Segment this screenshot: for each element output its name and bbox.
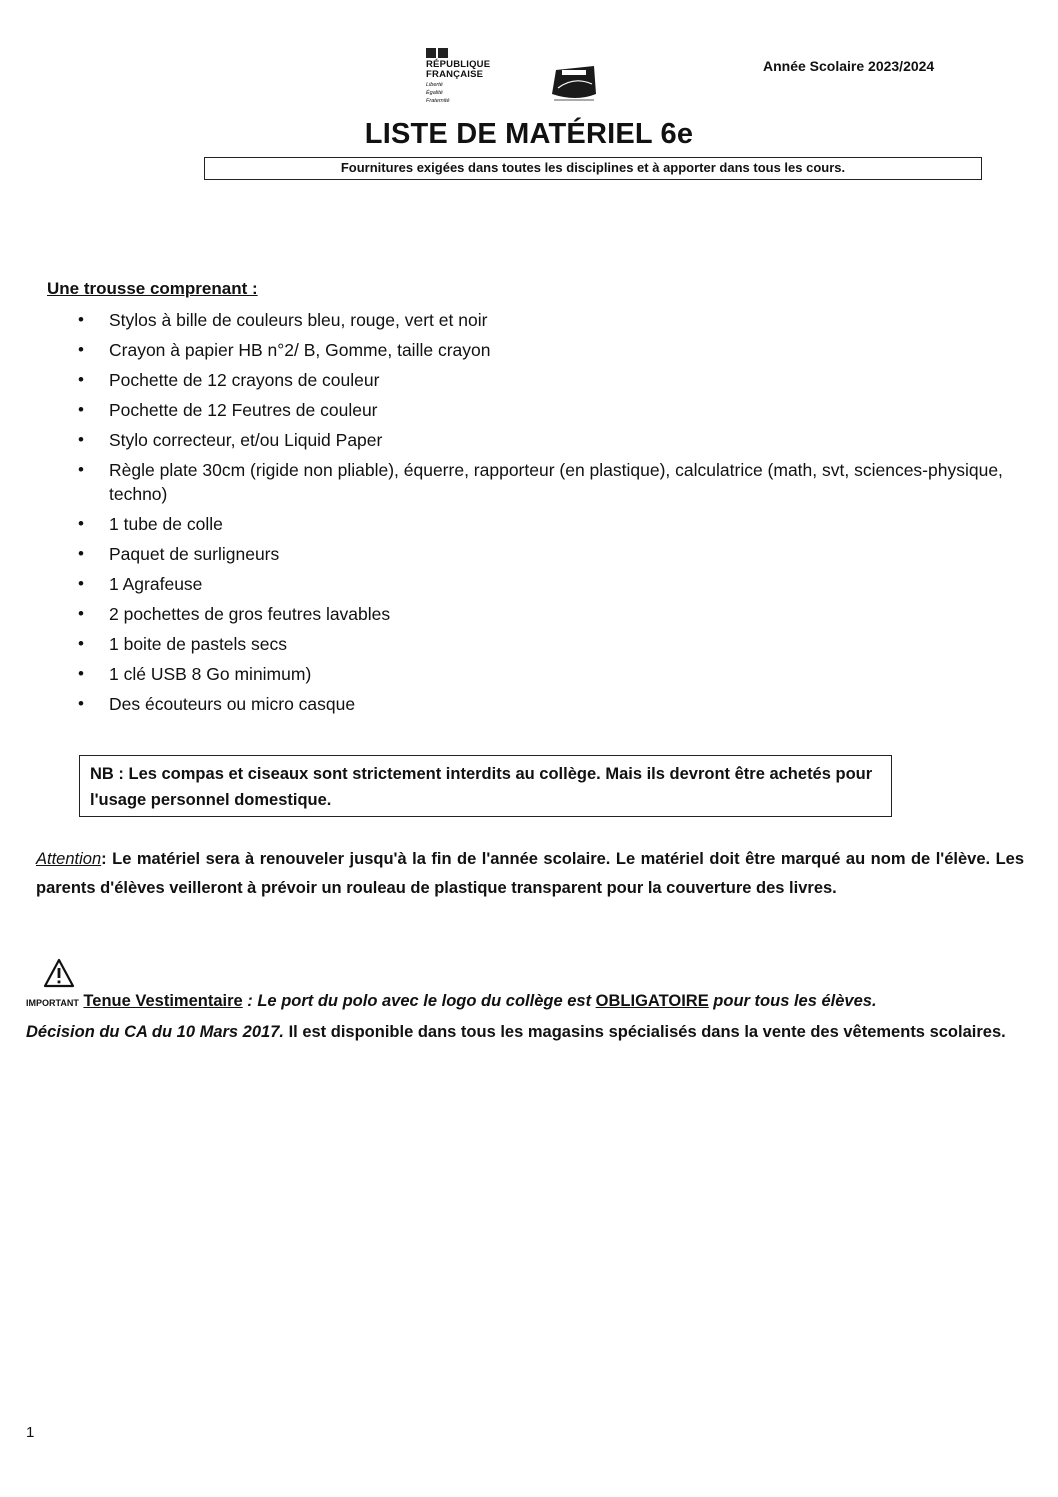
list-item	[78, 662, 1053, 686]
availability-text: Il est disponible dans tous les magasins spécialisés dans la vente des vêtements scolaires.	[283, 1023, 1006, 1041]
bullet-icon: •	[78, 460, 84, 479]
list-item-text: 1 clé USB 8 Go minimum)	[109, 664, 312, 684]
list-item	[78, 368, 1053, 392]
list-item-text: Règle plate 30cm (rigide non pliable), équerre, rapporteur (en plastique), calculatrice (math, svt, sciences-physique, techno)	[109, 460, 1003, 504]
school-year: Année Scolaire 2023/2024	[763, 58, 935, 74]
list-item-text: Des écouteurs ou micro casque	[109, 694, 356, 714]
bullet-icon: •	[78, 370, 84, 389]
attention-label: Attention	[36, 850, 102, 868]
motto-fraternite: Fraternité	[426, 98, 450, 104]
marianne-icon	[426, 48, 506, 58]
kit-heading: Une trousse comprenant :	[47, 279, 258, 298]
bullet-icon: •	[78, 574, 84, 593]
list-item	[78, 512, 1053, 536]
list-item	[78, 572, 1053, 596]
kit-list	[78, 308, 1053, 722]
list-item	[78, 542, 1053, 566]
list-item	[78, 458, 1053, 506]
list-item	[78, 692, 1053, 716]
list-item	[78, 308, 1053, 332]
list-item-text: Paquet de surligneurs	[109, 544, 280, 564]
list-item-text: 1 Agrafeuse	[109, 574, 203, 594]
decision-text: Décision du CA du 10 Mars 2017.	[26, 1023, 284, 1041]
list-item-text: Pochette de 12 crayons de couleur	[109, 370, 380, 390]
bullet-icon: •	[78, 544, 84, 563]
bullet-icon: •	[78, 310, 84, 329]
tenue-label: Tenue Vestimentaire	[83, 992, 243, 1010]
list-item-text: 1 tube de colle	[109, 514, 223, 534]
bullet-icon: •	[78, 400, 84, 419]
motto-liberte: Liberté	[426, 82, 443, 88]
polo-text-1: : Le port du polo avec le logo du collège est	[242, 992, 596, 1010]
francaise-label: FRANÇAISE	[426, 69, 484, 80]
bullet-icon: •	[78, 430, 84, 449]
page-title: LISTE DE MATÉRIEL 6e	[364, 118, 694, 150]
list-item-text: Stylo correcteur, et/ou Liquid Paper	[109, 430, 383, 450]
bullet-icon: •	[78, 514, 84, 533]
republique-francaise-logo	[426, 48, 506, 104]
list-item	[78, 632, 1053, 656]
list-item-text: 1 boite de pastels secs	[109, 634, 288, 654]
bullet-icon: •	[78, 634, 84, 653]
bullet-icon: •	[78, 340, 84, 359]
republique-label: RÉPUBLIQUE	[426, 59, 491, 70]
important-paragraph	[26, 987, 1058, 1047]
bullet-icon: •	[78, 604, 84, 623]
bullet-icon: •	[78, 694, 84, 713]
warning-icon	[43, 958, 75, 988]
subtitle-box: Fournitures exigées dans toutes les disciplines et à apporter dans tous les cours.	[204, 157, 982, 180]
college-logo-icon	[548, 64, 600, 104]
list-item	[78, 602, 1053, 626]
important-word: IMPORTANT	[26, 998, 79, 1008]
list-item	[78, 398, 1053, 422]
list-item-text: 2 pochettes de gros feutres lavables	[109, 604, 391, 624]
bullet-icon: •	[78, 664, 84, 683]
list-item	[78, 428, 1053, 452]
obligatoire-label: OBLIGATOIRE	[595, 992, 709, 1010]
attention-text: : Le matériel sera à renouveler jusqu'à la fin de l'année scolaire. Le matériel doit être marqué au nom de l'élève. Les parents d'élèves veilleront à prévoir un rouleau de plastique transparent pour la couverture des livres.	[36, 850, 1024, 897]
polo-text-2: pour tous les élèves.	[708, 992, 877, 1010]
page-number: 1	[26, 1424, 35, 1441]
list-item-text: Crayon à papier HB n°2/ B, Gomme, taille crayon	[109, 340, 491, 360]
list-item-text: Stylos à bille de couleurs bleu, rouge, vert et noir	[109, 310, 488, 330]
motto-egalite: Égalité	[426, 90, 443, 96]
list-item-text: Pochette de 12 Feutres de couleur	[109, 400, 378, 420]
list-item	[78, 338, 1053, 362]
attention-paragraph	[36, 845, 1024, 903]
nb-notice: NB : Les compas et ciseaux sont strictement interdits au collège. Mais ils devront être achetés pour l'usage personnel domestique.	[79, 755, 892, 817]
